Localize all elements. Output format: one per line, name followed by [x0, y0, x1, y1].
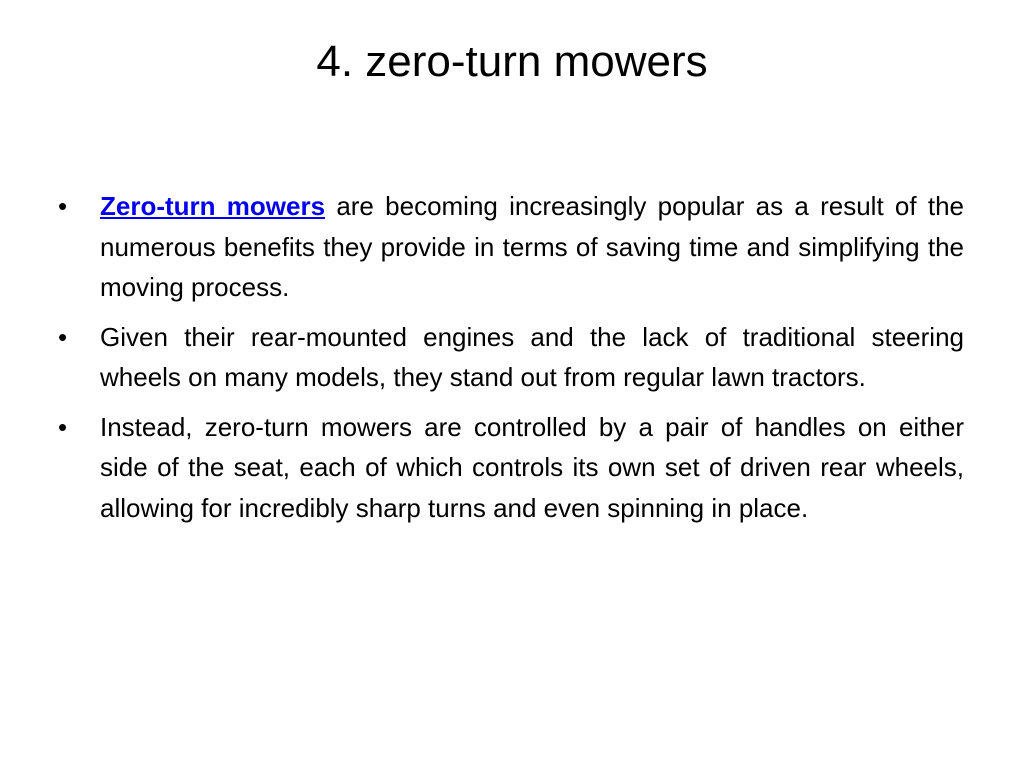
bullet-icon: • — [58, 321, 68, 352]
bullet-text: are becoming increasingly popular as a result of the numerous benefits they provide in terms of saving time and simplifying the moving process. — [100, 191, 965, 302]
bullet-text: Instead, zero-turn mowers are controlled by a pair of handles on either side of the seat, each of which controls its own set of driven rear wheels, allowing for incredibly sharp turns and even spinning in place. — [100, 411, 964, 523]
bullet-icon: • — [58, 411, 68, 442]
bullet-item — [58, 317, 964, 398]
slide-title: 4. zero-turn mowers — [316, 37, 708, 86]
bullet-icon: • — [58, 191, 68, 221]
bullet-item — [58, 186, 964, 308]
bullet-text: Given their rear-mounted engines and the lack of traditional steering wheels on many models, they stand out from regular lawn tractors. — [100, 321, 964, 392]
zero-turn-mowers-link[interactable]: Zero-turn mowers — [100, 191, 326, 221]
bullet-item — [58, 407, 964, 529]
bullet-list — [58, 186, 964, 537]
